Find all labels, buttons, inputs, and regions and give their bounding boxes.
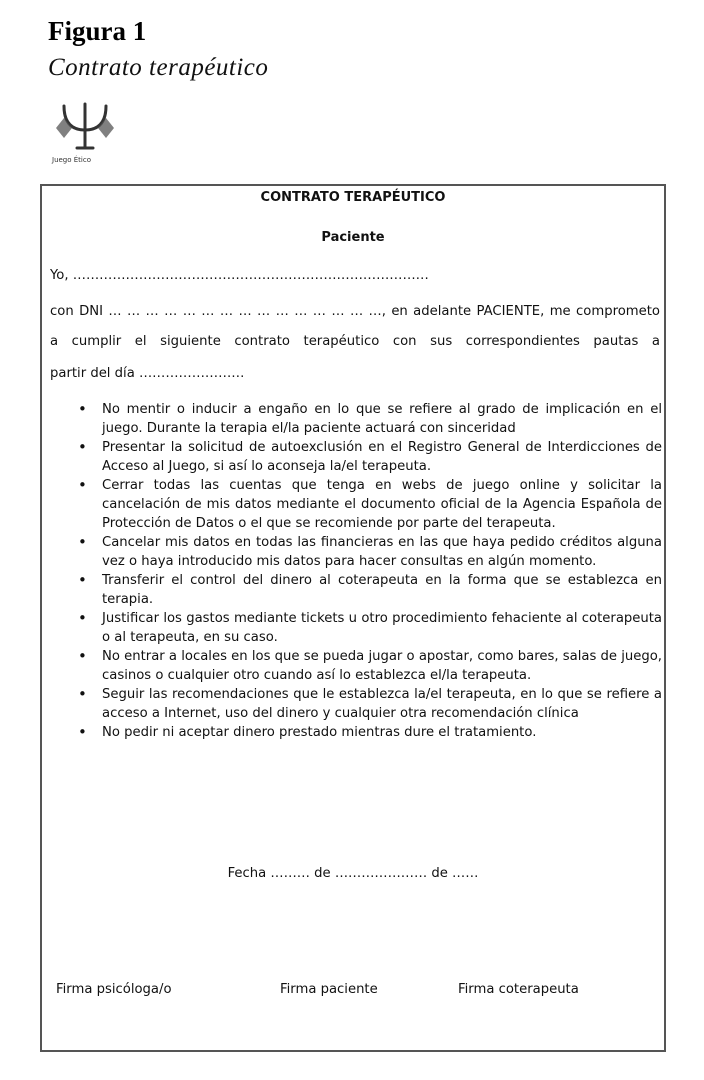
signature-psychologist: Firma psicóloga/o bbox=[56, 982, 172, 997]
list-item: • No pedir ni aceptar dinero prestado mientras dure el tratamiento. bbox=[76, 723, 662, 742]
patient-name-line: Yo, ……………………………………………………………………… bbox=[50, 268, 429, 283]
start-date-line: partir del día …………………… bbox=[50, 366, 245, 381]
list-item: • No entrar a locales en los que se pueda jugar o apostar, como bares, salas de juego, casinos o cualquier otro cuando así lo establezca el/la terapeuta. bbox=[76, 647, 662, 685]
signature-patient: Firma paciente bbox=[280, 982, 378, 997]
list-item: • Cancelar mis datos en todas las financieras en las que haya pedido créditos alguna vez o haya introducido mis datos para hacer consultas en algún momento. bbox=[76, 533, 662, 571]
logo-caption: Juego Ético bbox=[52, 156, 92, 164]
figure-label: Figura 1 bbox=[48, 16, 147, 46]
list-item: • Justificar los gastos mediante tickets u otro procedimiento fehaciente al coterapeuta o al terapeuta, en su caso. bbox=[76, 609, 662, 647]
date-line: Fecha ……… de ………………… de …… bbox=[227, 866, 479, 881]
contract-document bbox=[40, 184, 666, 1052]
commitment-line: a cumplir el siguiente contrato terapéutico con sus correspondientes pautas a bbox=[50, 334, 660, 349]
document-subtitle: Paciente bbox=[321, 230, 385, 245]
list-item: • Presentar la solicitud de autoexclusión en el Registro General de Interdicciones de Acceso al Juego, si así lo aconseja la/el terapeuta. bbox=[76, 438, 662, 476]
signature-cotherapist: Firma coterapeuta bbox=[458, 982, 579, 997]
list-item: • No mentir o inducir a engaño en lo que se refiere al grado de implicación en el juego. Durante la terapia el/la paciente actuará con sinceridad bbox=[76, 400, 662, 438]
commitments-list bbox=[76, 400, 662, 742]
list-item: • Transferir el control del dinero al coterapeuta en la forma que se establezca en terapia. bbox=[76, 571, 662, 609]
list-item: • Cerrar todas las cuentas que tenga en webs de juego online y solicitar la cancelación de mis datos mediante el documento oficial de la Agencia Española de Protección de Datos o el que se recomiende por parte del terapeuta. bbox=[76, 476, 662, 533]
figure-title: Contrato terapéutico bbox=[48, 54, 269, 81]
list-item: • Seguir las recomendaciones que le establezca la/el terapeuta, en lo que se refiere a acceso a Internet, uso del dinero y cualquier otra recomendación clínica bbox=[76, 685, 662, 723]
document-title: CONTRATO TERAPÉUTICO bbox=[260, 190, 446, 205]
dni-line: con DNI … … … … … … … … … … … … … … …, en adelante PACIENTE, me comprometo bbox=[50, 304, 660, 319]
